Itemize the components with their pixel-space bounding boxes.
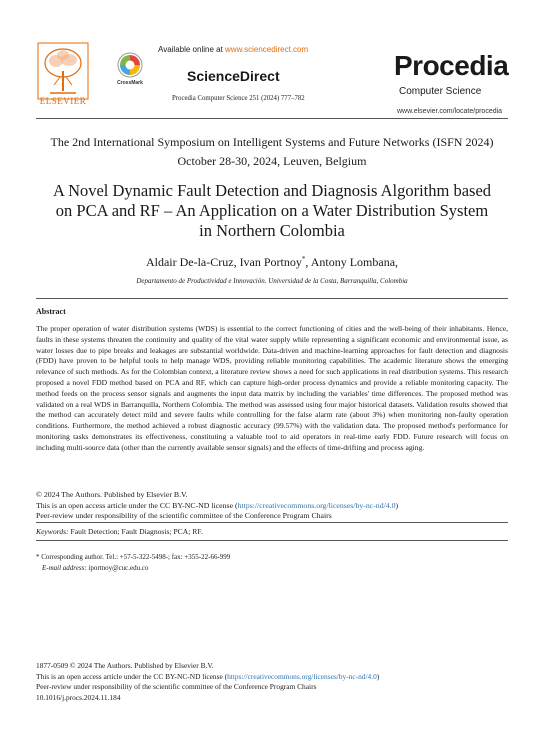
license-suffix: ) (395, 500, 399, 510)
license-link[interactable]: https://creativecommons.org/licenses/by-nc-nd/4.0 (237, 500, 396, 510)
corresponding-mark: * (301, 255, 306, 263)
bottom-peer-review: Peer-review under responsibility of the scientific committee of the Conference Program Chairs (36, 682, 317, 691)
email-address[interactable]: iportnoy@cuc.edu.co (86, 564, 149, 572)
author-affiliation: Departamento de Productividad e Innovación. Universidad de la Costa, Barranquilla, Colombia (136, 277, 408, 285)
doi-line[interactable]: 10.1016/j.procs.2024.11.184 (36, 692, 121, 702)
abstract-top-rule (36, 298, 508, 299)
crossmark-label: CrossMark (117, 80, 143, 86)
bottom-license-link[interactable]: https://creativecommons.org/licenses/by-nc-nd/4.0 (227, 671, 377, 681)
bottom-license-suffix: ) (376, 671, 380, 681)
authors-rest: , Antony Lombana, (305, 255, 399, 269)
authors-first: Aldair De-la-Cruz, Ivan Portnoy (145, 255, 302, 269)
bottom-license-prefix: This is an open access article under the CC BY-NC-ND license ( (36, 671, 228, 681)
page-header (0, 0, 544, 115)
paper-title: A Novel Dynamic Fault Detection and Diagnosis Algorithm based on PCA and RF – An Application on a Water Distribution System in Northern Colombia (52, 181, 492, 240)
sciencedirect-link[interactable]: www.sciencedirect.com (225, 45, 309, 54)
journal-brand-sub: Computer Science (399, 86, 482, 97)
peer-review-line: Peer-review under responsibility of the scientific committee of the Conference Program Chairs (36, 511, 332, 520)
conference-date-place: October 28-30, 2024, Leuven, Belgium (177, 154, 367, 168)
email-label: E-mail address: (42, 564, 87, 572)
keywords-label: Keywords: (36, 527, 69, 536)
journal-brand: Procedia (394, 50, 509, 81)
corresponding-author-footnote: * Corresponding author. Tel.: +57-5-322-5498-; fax: +355-22-66-999 (36, 553, 231, 561)
keywords-bottom-rule (36, 540, 508, 541)
keywords-line (36, 527, 203, 536)
header-rule (36, 118, 508, 119)
availability-line (158, 45, 308, 54)
journal-url[interactable]: www.elsevier.com/locate/procedia (397, 108, 503, 115)
journal-citation: Procedia Computer Science 251 (2024) 777–782 (172, 95, 305, 102)
bottom-legal-block (36, 661, 508, 703)
copyright-block (36, 490, 508, 522)
author-list (0, 255, 544, 270)
platform-name: ScienceDirect (187, 68, 280, 84)
publisher-name: ELSEVIER (39, 96, 87, 106)
issn-line: 1877-0509 © 2024 The Authors. Published by Elsevier B.V. (36, 661, 214, 670)
email-footnote (42, 564, 149, 572)
availability-prefix: Available online at (158, 45, 226, 54)
keywords-values: Fault Detection; Fault Diagnosis; PCA; RF. (68, 527, 203, 536)
copyright-line: © 2024 The Authors. Published by Elsevier B.V. (36, 490, 188, 499)
abstract-heading: Abstract (36, 307, 66, 316)
keywords-rule (36, 522, 508, 523)
license-line (36, 501, 508, 512)
license-prefix: This is an open access article under the CC BY-NC-ND license ( (36, 500, 238, 510)
bottom-license-line (36, 672, 508, 683)
abstract-text: The proper operation of water distribution systems (WDS) is essential to the correct functioning of cities and the well-being of their inhabitants. Hence, faults in these systems threaten the continuity and quality of the vital water supply while representing a significant economic and environmental issue, as water losses due to pipe breaks and leakages are substantial worldwide. Data-driven and machine-learning approaches for fault detection and diagnosis (FDD) have proven to be helpful tools to help manage WDS, providing reliable monitoring capabilities. The academic literature shows the emerging relevance of such methods. As for the Colombian context, a literature review shows a need for such applications in real distribution systems. This research proposed a novel FDD method based on PCA and RF, which can capture high-order process dynamics and provide a reliable monitoring capacity. The method feeds on the process sensor signals and augments the input data matrix by including the variables' time differences. The proposed method was validated on a real WDS in Barranquilla, Northern Colombia. The method was assessed using four major historical datasets. Validation results showed that the method can accurately detect mild and severe faults while controlling for the false alarm rate (about 3%) when monitoring non-faulty operation conditions. Furthermore, the method achieved a robust diagnostic accuracy (99.57%) with the validation data. The proposed method's performance for monitoring tasks demonstrates its effectiveness, constituting a valuable tool to aid operators in real-time early FDD. Future research will focus on including multi-source data (other than the currently available sensor signals) and the effects of time-drifting and process aging. (36, 324, 508, 452)
conference-name: The 2nd International Symposium on Intelligent Systems and Future Networks (ISFN 2024) (50, 135, 494, 149)
